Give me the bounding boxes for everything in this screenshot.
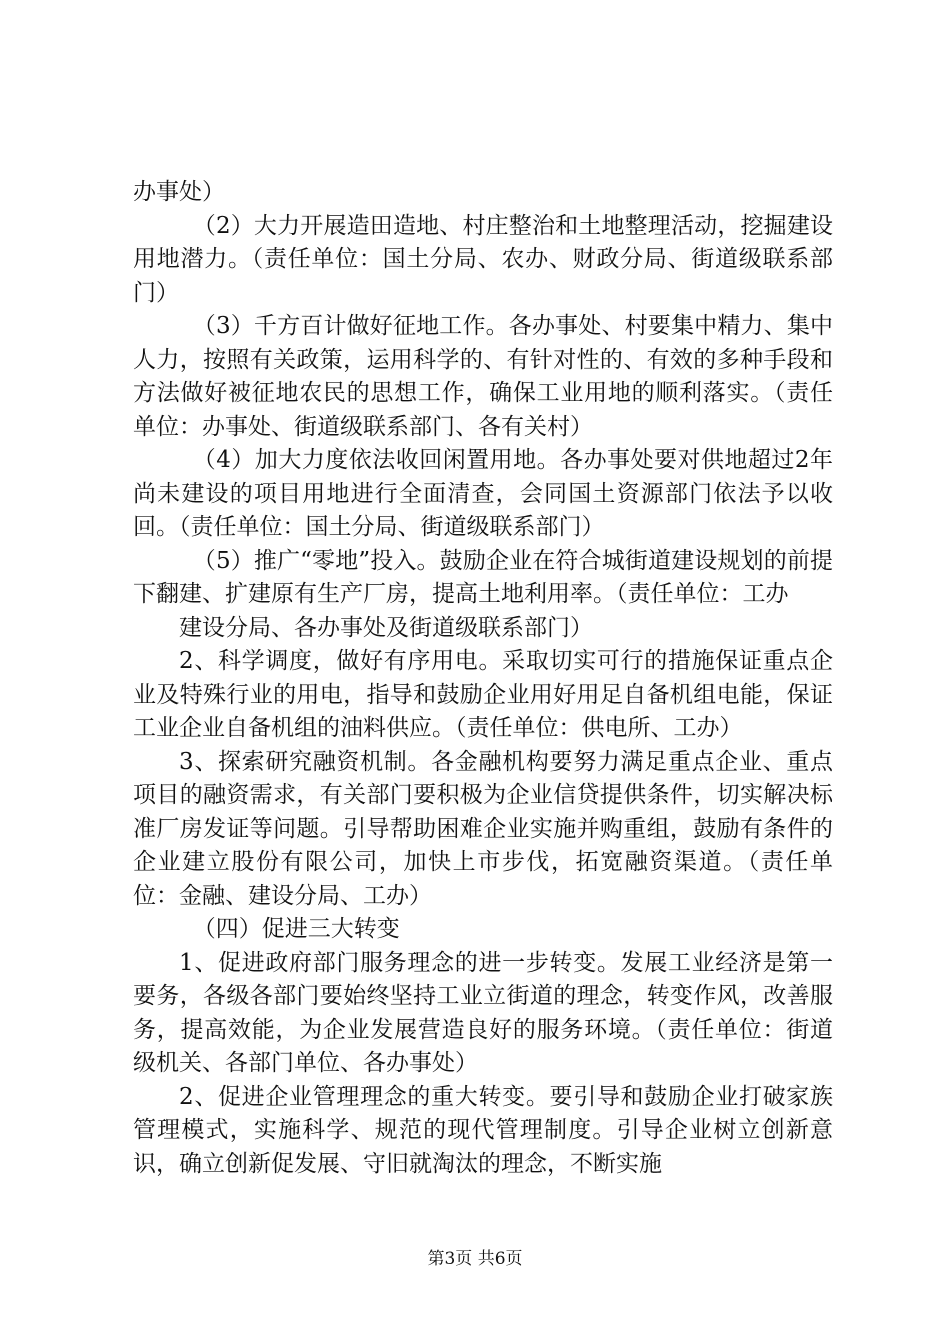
paragraph-change-2: 2、促进企业管理理念的重大转变。要引导和鼓励企业打破家族管理模式，实施科学、规范的现代管理制度。引导企业树立创新意识，确立创新促发展、守旧就淘汰的理念，不断实施 (133, 1083, 833, 1177)
paragraph-continuation: 办事处） (133, 179, 225, 205)
paragraph-item-3: （3）千方百计做好征地工作。各办事处、村要集中精力、集中人力，按照有关政策，运用科学的、有针对性的、有效的多种手段和方法做好被征地农民的思想工作，确保工业用地的顺利落实。（责任单位：办事处、街道级联系部门、各有关村） (133, 313, 833, 440)
paragraph-section-2: 2、科学调度，做好有序用电。采取切实可行的措施保证重点企业及特殊行业的用电，指导和鼓励企业用好用足自备机组电能，保证工业企业自备机组的油料供应。（责任单位：供电所、工办） (133, 648, 833, 741)
paragraph-change-1: 1、促进政府部门服务理念的进一步转变。发展工业经济是第一要务，各级各部门要始终坚持工业立街道的理念，转变作风，改善服务，提高效能，为企业发展营造良好的服务环境。（责任单位：街道级机关、各部门单位、各办事处） (133, 949, 833, 1076)
paragraph-item-5-cont: 建设分局、各办事处及街道级联系部门） (179, 614, 593, 641)
section-heading-4: （四）促进三大转变 (192, 916, 400, 942)
paragraph-item-2: （2）大力开展造田造地、村庄整治和土地整理活动，挖掘建设用地潜力。（责任单位：国土分局、农办、财政分局、街道级联系部门） (133, 212, 833, 306)
page-footer: 第3页 共6页 (427, 1249, 523, 1269)
paragraph-item-4: （4）加大力度依法收回闲置用地。各办事处要对供地超过2年尚未建设的项目用地进行全面清查，会同国土资源部门依法予以收回。（责任单位：国土分局、街道级联系部门） (133, 447, 833, 540)
paragraph-section-3: 3、探索研究融资机制。各金融机构要努力满足重点企业、重点项目的融资需求，有关部门要积极为企业信贷提供条件，切实解决标准厂房发证等问题。引导帮助困难企业实施并购重组，鼓励有条件的企业建立股份有限公司，加快上市步伐，拓宽融资渠道。（责任单位：金融、建设分局、工办） (133, 748, 833, 909)
document-body (133, 176, 833, 1181)
paragraph-item-5: （5）推广“零地”投入。鼓励企业在符合城街道建设规划的前提下翻建、扩建原有生产厂房，提高土地利用率。（责任单位：工办 (133, 547, 833, 607)
